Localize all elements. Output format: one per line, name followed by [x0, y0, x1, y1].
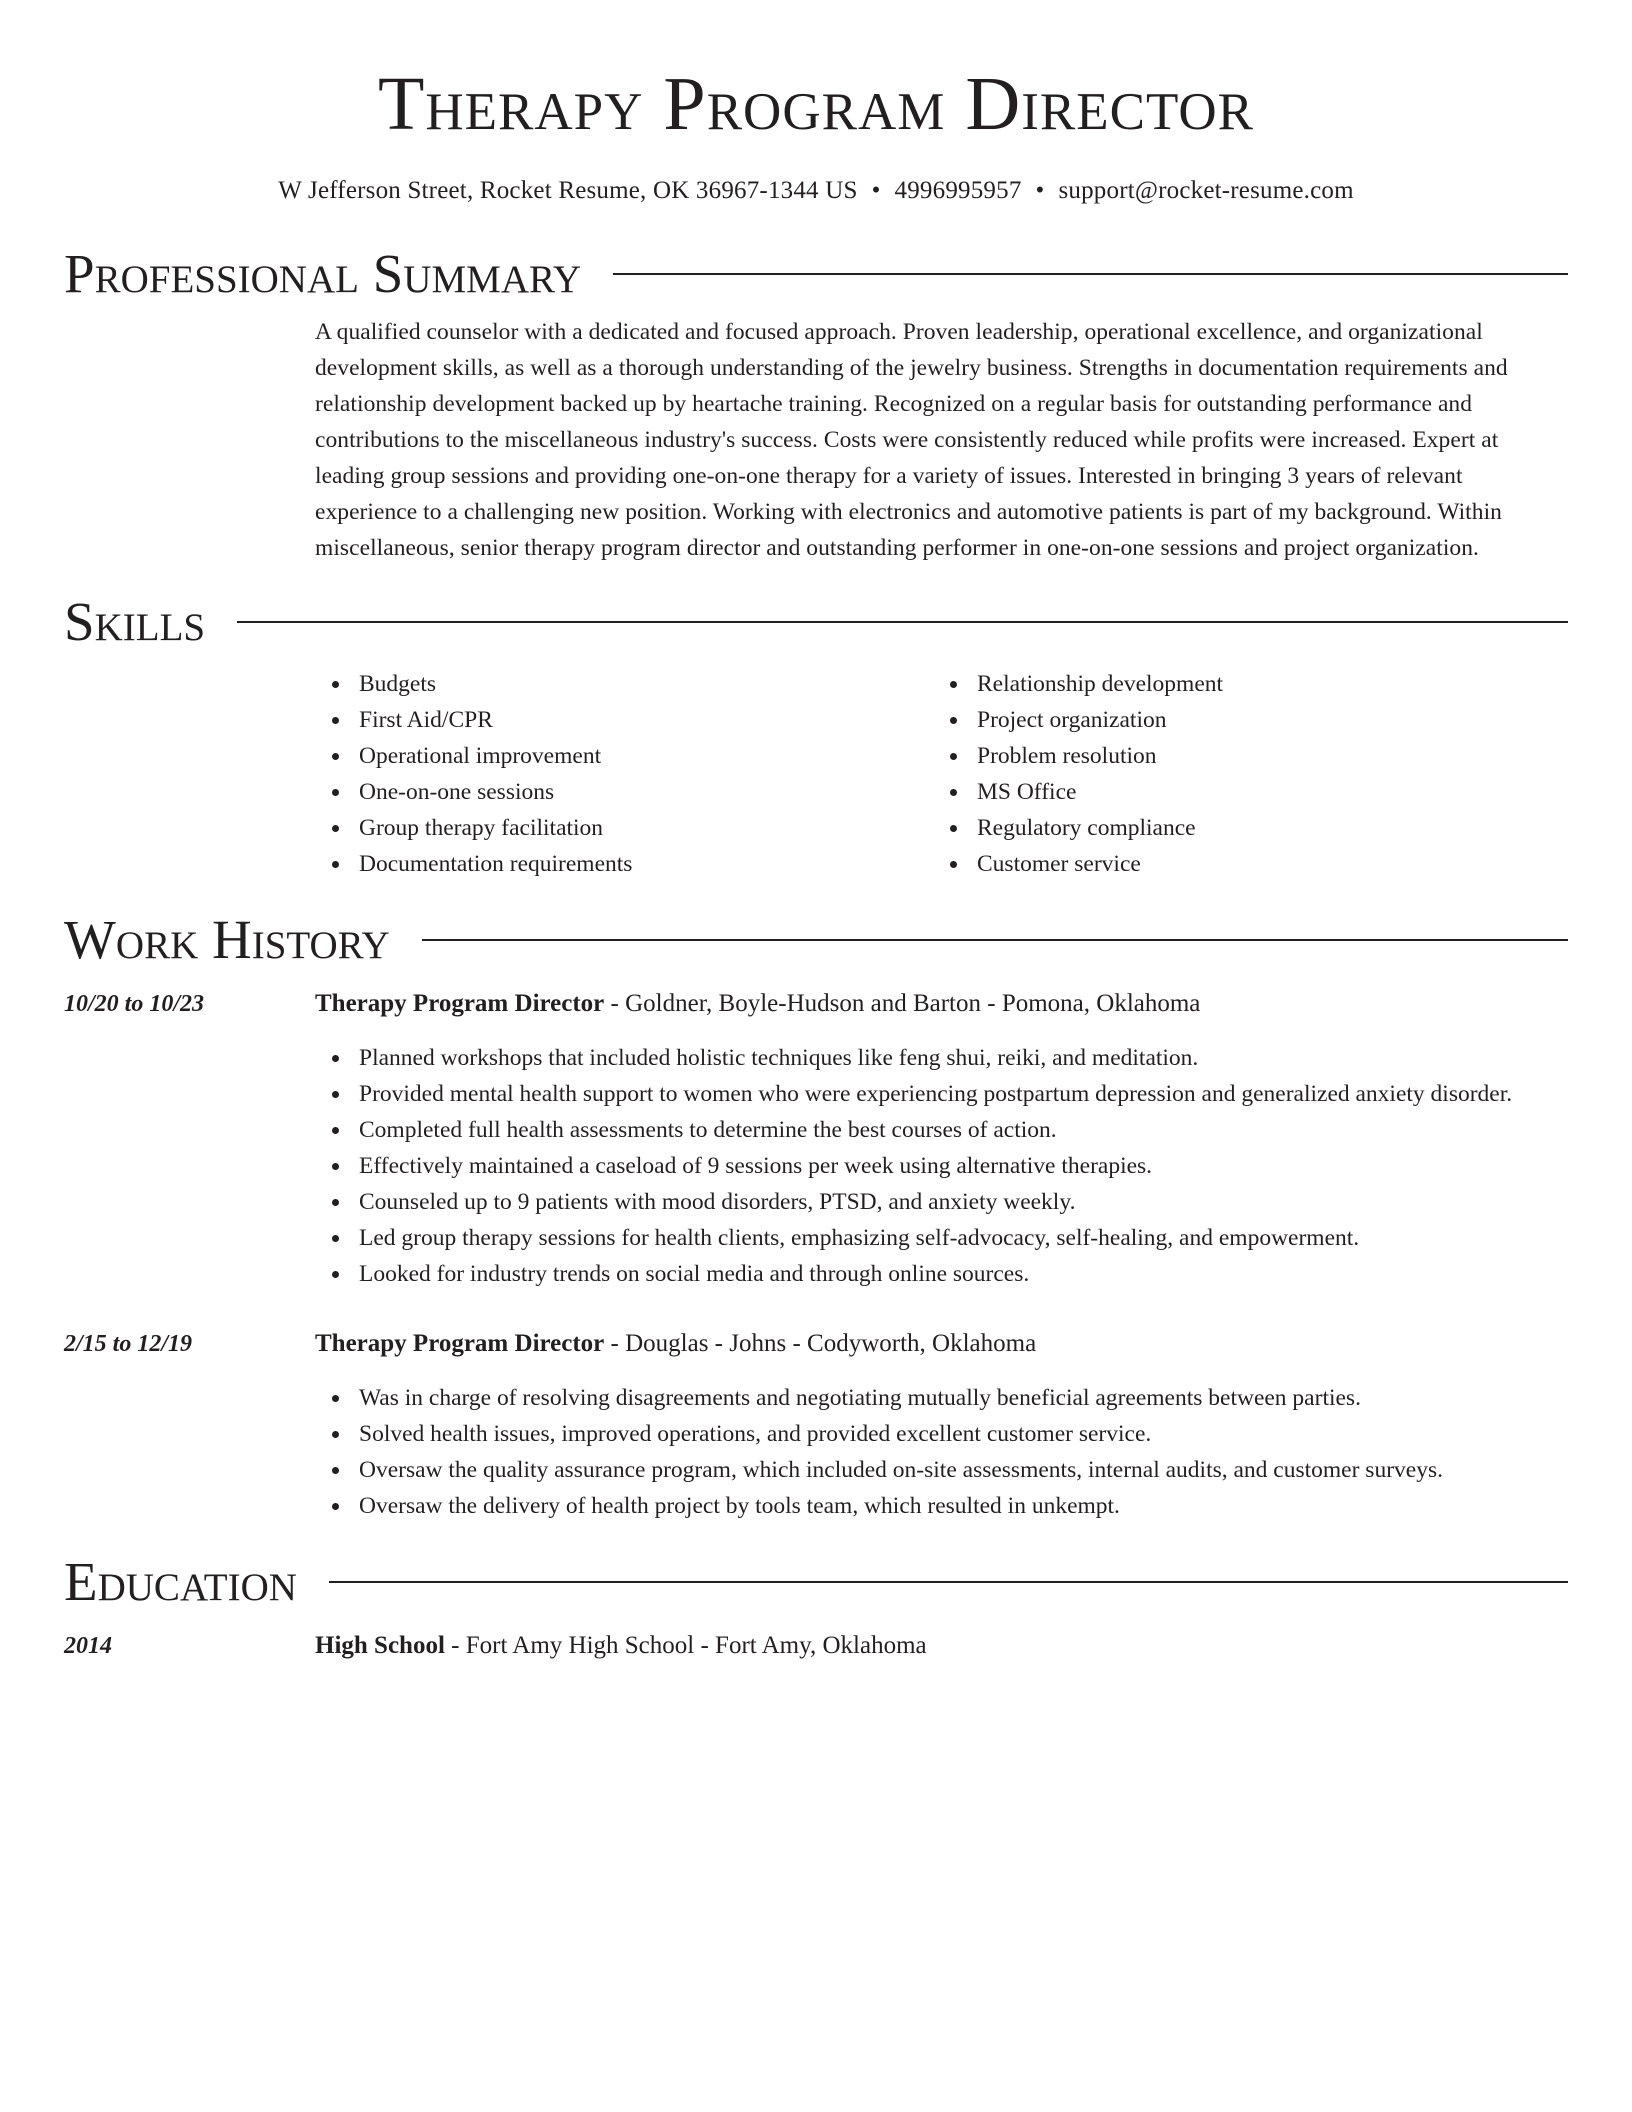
education-entry	[64, 1628, 1568, 1664]
contact-separator: •	[1035, 177, 1045, 204]
skills-column-left	[315, 666, 933, 882]
education-date: 2014	[64, 1633, 112, 1659]
skill-item: Problem resolution	[933, 738, 1568, 774]
job-dates: 10/20 to 10/23	[64, 991, 205, 1017]
education-degree: High School	[315, 1632, 445, 1659]
job-company-location: - Goldner, Boyle-Hudson and Barton - Pomona, Oklahoma	[604, 990, 1201, 1017]
education-section-heading	[64, 1550, 1568, 1614]
job-duty-item: Provided mental health support to women who were experiencing postpartum depression and generalized anxiety disorder.	[315, 1076, 1568, 1112]
work-title: Work History	[64, 909, 390, 970]
skill-item: Project organization	[933, 702, 1568, 738]
section-divider	[422, 939, 1568, 941]
skill-item: Regulatory compliance	[933, 810, 1568, 846]
summary-text: A qualified counselor with a dedicated and focused approach. Proven leadership, operational excellence, and organizational development skills, as well as a thorough understanding of the jewelry business. Strengths in documentation requirements and relationship development backed up by heartache training. Recognized on a regular basis for outstanding performance and contributions to the miscellaneous industry's success. Costs were consistently reduced while profits were increased. Expert at leading group sessions and providing one-on-one therapy for a variety of issues. Interested in bringing 3 years of relevant experience to a challenging new position. Working with electronics and automotive patients is part of my background. Within miscellaneous, senior therapy program director and outstanding performer in one-on-one sessions and project organization.	[315, 319, 1508, 561]
skill-item: One-on-one sessions	[315, 774, 933, 810]
job-company-location: - Douglas - Johns - Codyworth, Oklahoma	[604, 1330, 1037, 1357]
job-duty-item: Oversaw the delivery of health project by tools team, which resulted in unkempt.	[315, 1488, 1568, 1524]
contact-phone: 4996995957	[894, 177, 1022, 204]
skills-section-heading	[64, 590, 1568, 654]
education-school-location: - Fort Amy High School - Fort Amy, Oklahoma	[444, 1632, 927, 1659]
education-heading	[315, 1628, 1568, 1664]
job-title: Therapy Program Director	[315, 990, 605, 1017]
skill-item: Documentation requirements	[315, 846, 933, 882]
resume-name: Therapy Program Director	[377, 62, 1255, 146]
skill-item: Operational improvement	[315, 738, 933, 774]
skill-item: Budgets	[315, 666, 933, 702]
work-section-heading	[64, 908, 1568, 972]
skill-item: MS Office	[933, 774, 1568, 810]
job-duty-item: Counseled up to 9 patients with mood disorders, PTSD, and anxiety weekly.	[315, 1184, 1568, 1220]
summary-title: Professional Summary	[64, 243, 582, 304]
job-heading	[315, 986, 1568, 1022]
job-duty-item: Effectively maintained a caseload of 9 sessions per week using alternative therapies.	[315, 1148, 1568, 1184]
skills-column-right	[933, 666, 1568, 882]
education-title: Education	[64, 1551, 297, 1612]
skill-item: Customer service	[933, 846, 1568, 882]
skills-list	[315, 666, 1568, 882]
skill-item: Relationship development	[933, 666, 1568, 702]
section-divider	[237, 621, 1568, 623]
resume-page	[64, 0, 1568, 1664]
summary-section-heading	[64, 242, 1568, 306]
contact-line	[64, 176, 1568, 206]
job-duties	[315, 1040, 1568, 1292]
job-title: Therapy Program Director	[315, 1330, 605, 1357]
job-duty-item: Was in charge of resolving disagreements and negotiating mutually beneficial agreements between parties.	[315, 1380, 1568, 1416]
job-duty-item: Completed full health assessments to determine the best courses of action.	[315, 1112, 1568, 1148]
contact-address: W Jefferson Street, Rocket Resume, OK 36967-1344 US	[278, 177, 858, 204]
section-divider	[329, 1581, 1568, 1583]
contact-email: support@rocket-resume.com	[1058, 177, 1354, 204]
job-duty-item: Planned workshops that included holistic techniques like feng shui, reiki, and meditation.	[315, 1040, 1568, 1076]
job-heading	[315, 1326, 1568, 1362]
job-entry	[64, 1326, 1568, 1524]
skill-item: Group therapy facilitation	[315, 810, 933, 846]
job-duties	[315, 1380, 1568, 1524]
skill-item: First Aid/CPR	[315, 702, 933, 738]
section-divider	[613, 273, 1568, 275]
contact-separator: •	[871, 177, 881, 204]
job-duty-item: Led group therapy sessions for health clients, emphasizing self-advocacy, self-healing, and empowerment.	[315, 1220, 1568, 1256]
job-duty-item: Solved health issues, improved operations, and provided excellent customer service.	[315, 1416, 1568, 1452]
job-dates: 2/15 to 12/19	[64, 1331, 193, 1357]
job-duty-item: Looked for industry trends on social media and through online sources.	[315, 1256, 1568, 1292]
job-entry	[64, 986, 1568, 1292]
job-duty-item: Oversaw the quality assurance program, which included on-site assessments, internal audits, and customer surveys.	[315, 1452, 1568, 1488]
skills-title: Skills	[64, 591, 206, 652]
